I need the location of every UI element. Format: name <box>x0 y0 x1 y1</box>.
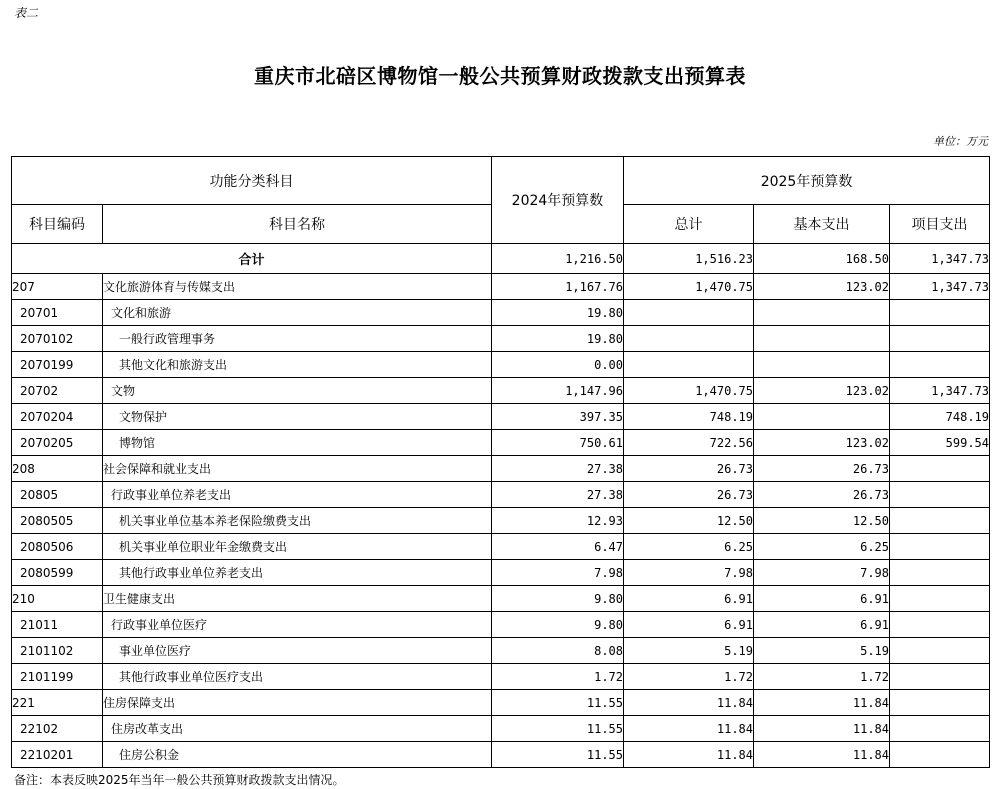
row-basic: 123.02 <box>754 378 890 404</box>
row-total: 11.84 <box>624 690 754 716</box>
row-project <box>890 716 990 742</box>
table-number: 表二 <box>14 6 39 20</box>
row-b2024: 8.08 <box>492 638 624 664</box>
row-total: 1.72 <box>624 664 754 690</box>
row-name: 一般行政管理事务 <box>103 326 492 352</box>
row-b2024: 27.38 <box>492 456 624 482</box>
table-row <box>12 716 990 742</box>
row-name: 博物馆 <box>103 430 492 456</box>
row-b2024: 750.61 <box>492 430 624 456</box>
row-total: 722.56 <box>624 430 754 456</box>
table-row <box>12 378 990 404</box>
row-project <box>890 742 990 768</box>
row-b2024: 0.00 <box>492 352 624 378</box>
row-b2024: 6.47 <box>492 534 624 560</box>
row-code: 210 <box>12 586 103 612</box>
row-project <box>890 508 990 534</box>
table-row <box>12 586 990 612</box>
row-name: 机关事业单位职业年金缴费支出 <box>103 534 492 560</box>
row-total: 1,470.75 <box>624 274 754 300</box>
row-name: 机关事业单位基本养老保险缴费支出 <box>103 508 492 534</box>
row-total: 5.19 <box>624 638 754 664</box>
row-name: 文化旅游体育与传媒支出 <box>103 274 492 300</box>
row-project <box>890 586 990 612</box>
row-project <box>890 300 990 326</box>
budget-table <box>11 156 990 768</box>
footnote: 备注：本表反映2025年当年一般公共预算财政拨款支出情况。 <box>14 773 345 787</box>
table-row <box>12 508 990 534</box>
header-name: 科目名称 <box>103 205 492 244</box>
row-project <box>890 690 990 716</box>
row-total: 11.84 <box>624 716 754 742</box>
row-b2024: 11.55 <box>492 716 624 742</box>
row-code: 2101199 <box>12 664 103 690</box>
row-name: 行政事业单位医疗 <box>103 612 492 638</box>
table-row <box>12 690 990 716</box>
row-basic: 6.25 <box>754 534 890 560</box>
row-project <box>890 482 990 508</box>
header-row-1 <box>12 157 990 205</box>
row-name: 其他行政事业单位养老支出 <box>103 560 492 586</box>
row-project <box>890 664 990 690</box>
header-code: 科目编码 <box>12 205 103 244</box>
row-name: 住房保障支出 <box>103 690 492 716</box>
row-b2024: 1,147.96 <box>492 378 624 404</box>
table-row <box>12 274 990 300</box>
row-code: 21011 <box>12 612 103 638</box>
row-code: 2070204 <box>12 404 103 430</box>
row-code: 208 <box>12 456 103 482</box>
header-basic: 基本支出 <box>754 205 890 244</box>
row-code: 2070102 <box>12 326 103 352</box>
page-title: 重庆市北碚区博物馆一般公共预算财政拨款支出预算表 <box>254 64 746 88</box>
row-total: 748.19 <box>624 404 754 430</box>
row-basic: 123.02 <box>754 430 890 456</box>
row-b2024: 7.98 <box>492 560 624 586</box>
row-name: 其他文化和旅游支出 <box>103 352 492 378</box>
row-basic <box>754 404 890 430</box>
total-total: 1,516.23 <box>624 244 754 274</box>
row-total <box>624 300 754 326</box>
row-project <box>890 456 990 482</box>
row-code: 20805 <box>12 482 103 508</box>
row-project <box>890 560 990 586</box>
row-project <box>890 612 990 638</box>
total-b2024: 1,216.50 <box>492 244 624 274</box>
total-project: 1,347.73 <box>890 244 990 274</box>
table-row <box>12 300 990 326</box>
row-basic: 11.84 <box>754 690 890 716</box>
table-row <box>12 612 990 638</box>
row-name: 事业单位医疗 <box>103 638 492 664</box>
row-code: 2080506 <box>12 534 103 560</box>
header-functional-category: 功能分类科目 <box>12 157 492 205</box>
total-basic: 168.50 <box>754 244 890 274</box>
row-total: 12.50 <box>624 508 754 534</box>
row-b2024: 1.72 <box>492 664 624 690</box>
table-row <box>12 560 990 586</box>
row-project <box>890 534 990 560</box>
table-row <box>12 404 990 430</box>
row-basic: 12.50 <box>754 508 890 534</box>
row-total <box>624 352 754 378</box>
row-b2024: 11.55 <box>492 742 624 768</box>
row-name: 文物保护 <box>103 404 492 430</box>
row-basic: 123.02 <box>754 274 890 300</box>
row-name: 社会保障和就业支出 <box>103 456 492 482</box>
table-row <box>12 430 990 456</box>
row-name: 文化和旅游 <box>103 300 492 326</box>
row-total: 6.25 <box>624 534 754 560</box>
row-basic: 7.98 <box>754 560 890 586</box>
row-project <box>890 638 990 664</box>
row-code: 207 <box>12 274 103 300</box>
row-project: 599.54 <box>890 430 990 456</box>
row-code: 20702 <box>12 378 103 404</box>
row-total: 1,470.75 <box>624 378 754 404</box>
row-name: 文物 <box>103 378 492 404</box>
row-total: 11.84 <box>624 742 754 768</box>
row-b2024: 1,167.76 <box>492 274 624 300</box>
table-row <box>12 482 990 508</box>
unit-label: 单位：万元 <box>933 135 988 148</box>
row-basic: 6.91 <box>754 612 890 638</box>
row-b2024: 27.38 <box>492 482 624 508</box>
row-basic: 5.19 <box>754 638 890 664</box>
row-b2024: 9.80 <box>492 612 624 638</box>
header-budget-2024: 2024年预算数 <box>492 157 624 244</box>
row-code: 221 <box>12 690 103 716</box>
row-basic <box>754 352 890 378</box>
table-row <box>12 326 990 352</box>
total-label: 合计 <box>12 244 492 274</box>
total-row <box>12 244 990 274</box>
row-name: 住房公积金 <box>103 742 492 768</box>
row-code: 2101102 <box>12 638 103 664</box>
table-row <box>12 456 990 482</box>
row-project: 1,347.73 <box>890 274 990 300</box>
row-code: 2210201 <box>12 742 103 768</box>
row-code: 22102 <box>12 716 103 742</box>
row-basic: 26.73 <box>754 456 890 482</box>
row-project: 1,347.73 <box>890 378 990 404</box>
row-name: 其他行政事业单位医疗支出 <box>103 664 492 690</box>
row-total: 26.73 <box>624 456 754 482</box>
table-row <box>12 664 990 690</box>
row-total <box>624 326 754 352</box>
row-name: 行政事业单位养老支出 <box>103 482 492 508</box>
table-row <box>12 638 990 664</box>
row-code: 2070205 <box>12 430 103 456</box>
row-basic <box>754 326 890 352</box>
row-basic: 6.91 <box>754 586 890 612</box>
row-b2024: 19.80 <box>492 300 624 326</box>
row-code: 2080599 <box>12 560 103 586</box>
row-total: 6.91 <box>624 586 754 612</box>
row-basic: 11.84 <box>754 716 890 742</box>
row-basic: 26.73 <box>754 482 890 508</box>
header-total: 总计 <box>624 205 754 244</box>
row-b2024: 397.35 <box>492 404 624 430</box>
row-b2024: 9.80 <box>492 586 624 612</box>
row-basic: 11.84 <box>754 742 890 768</box>
row-total: 6.91 <box>624 612 754 638</box>
table-row <box>12 742 990 768</box>
row-project <box>890 352 990 378</box>
row-project: 748.19 <box>890 404 990 430</box>
row-name: 卫生健康支出 <box>103 586 492 612</box>
row-name: 住房改革支出 <box>103 716 492 742</box>
row-code: 2080505 <box>12 508 103 534</box>
row-b2024: 19.80 <box>492 326 624 352</box>
row-basic <box>754 300 890 326</box>
table-row <box>12 352 990 378</box>
row-total: 26.73 <box>624 482 754 508</box>
row-b2024: 12.93 <box>492 508 624 534</box>
row-code: 20701 <box>12 300 103 326</box>
row-b2024: 11.55 <box>492 690 624 716</box>
header-project: 项目支出 <box>890 205 990 244</box>
row-basic: 1.72 <box>754 664 890 690</box>
header-budget-2025: 2025年预算数 <box>624 157 990 205</box>
row-total: 7.98 <box>624 560 754 586</box>
row-code: 2070199 <box>12 352 103 378</box>
table-row <box>12 534 990 560</box>
row-project <box>890 326 990 352</box>
